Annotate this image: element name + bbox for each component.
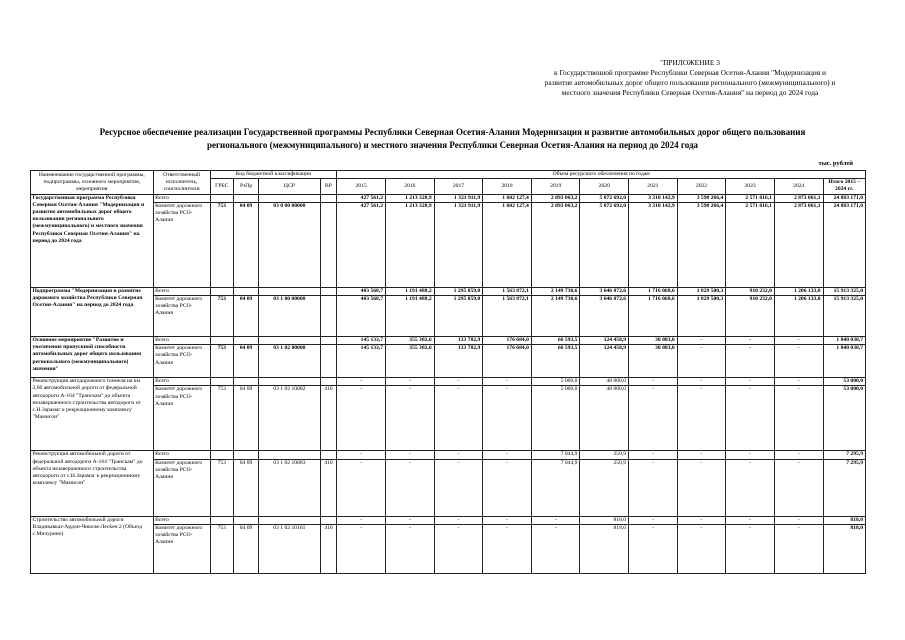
year-value: 5 072 692,0 xyxy=(580,202,629,287)
year-value: 2 873 061,1 xyxy=(774,194,823,202)
year-value: - xyxy=(726,337,775,345)
total-value: 7 295,9 xyxy=(823,459,865,516)
appendix-line: к Государственной программе Республики Северная Осетия-Алания "Модернизация и xyxy=(553,68,827,77)
year-value: 3 598 266,4 xyxy=(677,202,726,287)
year-value: 5 072 692,0 xyxy=(580,194,629,202)
year-value: 66 593,5 xyxy=(531,345,580,378)
code-vr xyxy=(320,202,337,287)
header-csr: ЦСР xyxy=(259,179,320,194)
year-value: - xyxy=(386,451,435,459)
code-grbs: 753 xyxy=(210,202,233,287)
row-name: Основное мероприятие "Развитие и увеличение пропускной способности автомобильных дорог общего пользования регионального (межмуниципального) значения" xyxy=(31,337,154,378)
appendix-line: местного значения Республики Северная Осетия-Алания" на период до 2024 года xyxy=(561,88,819,97)
year-value: - xyxy=(337,386,386,451)
row-name: Строительство автомобильной дороги Владикавказ-Ардон-Чиколя-Лесken 2 (Объезд с.Мичурино) xyxy=(31,516,154,573)
year-value: 2 893 063,2 xyxy=(531,202,580,287)
year-value: 3 646 872,6 xyxy=(580,287,629,295)
code-cell-empty xyxy=(233,194,258,202)
year-value: - xyxy=(386,524,435,573)
year-value: 427 561,2 xyxy=(337,202,386,287)
row-all-label: Всего xyxy=(153,337,210,345)
table-row xyxy=(31,524,866,573)
total-value: 15 913 325,0 xyxy=(823,287,865,295)
header-vr: ВР xyxy=(320,179,337,194)
code-vr: 410 xyxy=(320,386,337,451)
total-value: 24 883 171,0 xyxy=(823,202,865,287)
year-value: - xyxy=(726,459,775,516)
code-rzpr: 04 09 xyxy=(233,386,258,451)
total-value: 53 000,0 xyxy=(823,386,865,451)
title-line: Ресурсное обеспечение реализации Государственной программы Республики Северная Осетия-Алания Модернизация и развитие автомобильных дорог общего пользования xyxy=(99,127,806,137)
code-cell-empty xyxy=(233,451,258,459)
code-cell-empty xyxy=(210,194,233,202)
year-value: - xyxy=(386,378,435,386)
budget-body xyxy=(31,194,866,573)
year-value: - xyxy=(629,378,678,386)
year-value: 1 563 872,1 xyxy=(483,296,532,337)
year-value: - xyxy=(726,386,775,451)
year-value: 1 295 859,0 xyxy=(434,287,483,295)
code-vr: 410 xyxy=(320,459,337,516)
code-cell-empty xyxy=(259,287,320,295)
year-value: 3 310 142,9 xyxy=(629,202,678,287)
table-row xyxy=(31,345,866,378)
code-rzpr: 04 09 xyxy=(233,296,258,337)
year-value: - xyxy=(774,337,823,345)
title-line: регионального (межмуниципального) и местного значения Республики Северная Осетия-Алания на период до 2024 года xyxy=(206,140,699,150)
year-value: - xyxy=(629,386,678,451)
row-all-label: Всего xyxy=(153,194,210,202)
year-value: 1 563 872,1 xyxy=(483,287,532,295)
code-grbs: 753 xyxy=(210,386,233,451)
header-responsible: Ответственный исполнитель, соисполнители xyxy=(153,171,210,195)
header-year: 2018 xyxy=(483,179,532,194)
year-value: 124 458,9 xyxy=(580,337,629,345)
year-value: 2 571 016,1 xyxy=(726,202,775,287)
header-rzpr: РзПр xyxy=(233,179,258,194)
header-year: 2023 xyxy=(726,179,775,194)
total-value: 818,0 xyxy=(823,516,865,524)
year-value: 2 571 016,1 xyxy=(726,194,775,202)
row-responsible: Комитет дорожного хозяйства РСО-Алания xyxy=(153,296,210,337)
code-cell-empty xyxy=(210,516,233,524)
year-value: 1 716 068,6 xyxy=(629,296,678,337)
year-value: - xyxy=(677,524,726,573)
code-rzpr: 04 09 xyxy=(233,202,258,287)
year-value: - xyxy=(337,451,386,459)
year-value: - xyxy=(483,386,532,451)
year-value: - xyxy=(677,451,726,459)
document-title xyxy=(30,126,875,152)
year-value: - xyxy=(774,516,823,524)
table-row xyxy=(31,386,866,451)
year-value: - xyxy=(677,378,726,386)
year-value: 5 000,0 xyxy=(531,386,580,451)
year-value: - xyxy=(677,459,726,516)
header-budget-code: Код бюджетной классификации xyxy=(210,171,337,179)
appendix-line: развитие автомобильных дорог общего пользования регионального (межмуниципального) и xyxy=(544,78,836,87)
year-value: 818,0 xyxy=(580,524,629,573)
code-cell-empty xyxy=(210,337,233,345)
year-value: - xyxy=(483,524,532,573)
year-value: - xyxy=(337,524,386,573)
code-cell-empty xyxy=(320,451,337,459)
header-year: 2020 xyxy=(580,179,629,194)
year-value: 1 716 068,6 xyxy=(629,287,678,295)
row-all-label: Всего xyxy=(153,378,210,386)
table-row xyxy=(31,516,866,524)
code-cell-empty xyxy=(320,516,337,524)
year-value: 1 829 500,3 xyxy=(677,287,726,295)
row-responsible: Комитет дорожного хозяйства РСО-Алания xyxy=(153,202,210,287)
table-row xyxy=(31,194,866,202)
year-value: 7 044,9 xyxy=(531,459,580,516)
code-cell-empty xyxy=(233,337,258,345)
header-grbs: ГРБС xyxy=(210,179,233,194)
row-name: Подпрограмма "Модернизация и развитие дорожного хозяйства Республики Северная Осетия-Алания" на период до 2024 года xyxy=(31,287,154,336)
year-value: - xyxy=(434,459,483,516)
row-all-label: Всего xyxy=(153,516,210,524)
year-value: - xyxy=(483,459,532,516)
total-value: 818,0 xyxy=(823,524,865,573)
year-value: 124 458,9 xyxy=(580,345,629,378)
year-value: 355 302,6 xyxy=(386,345,435,378)
year-value: 1 213 328,9 xyxy=(386,202,435,287)
year-value: 1 191 488,2 xyxy=(386,296,435,337)
year-value: 2 873 061,1 xyxy=(774,202,823,287)
row-all-label: Всего xyxy=(153,451,210,459)
year-value: 3 646 872,6 xyxy=(580,296,629,337)
year-value: 5 000,0 xyxy=(531,378,580,386)
code-rzpr: 04 09 xyxy=(233,459,258,516)
row-responsible: Комитет дорожного хозяйства РСО-Алания xyxy=(153,345,210,378)
year-value: 145 133,7 xyxy=(337,337,386,345)
year-value: - xyxy=(531,524,580,573)
year-value: 1 206 133,0 xyxy=(774,287,823,295)
year-value: - xyxy=(483,451,532,459)
year-value: - xyxy=(774,524,823,573)
year-value: - xyxy=(774,378,823,386)
budget-table xyxy=(30,170,866,574)
year-value: - xyxy=(629,516,678,524)
year-value: - xyxy=(629,524,678,573)
code-cell-empty xyxy=(210,378,233,386)
year-value: 910 232,0 xyxy=(726,296,775,337)
total-value: 7 295,9 xyxy=(823,451,865,459)
year-value: 1 206 133,0 xyxy=(774,296,823,337)
year-value: - xyxy=(774,459,823,516)
appendix-note xyxy=(490,58,890,98)
code-rzpr: 04 09 xyxy=(233,524,258,573)
year-value: 2 149 730,6 xyxy=(531,287,580,295)
year-value: - xyxy=(434,451,483,459)
year-value: - xyxy=(677,345,726,378)
code-rzpr: 04 09 xyxy=(233,345,258,378)
year-value: 48 000,0 xyxy=(580,386,629,451)
year-value: - xyxy=(434,516,483,524)
code-cell-empty xyxy=(320,194,337,202)
code-csr: 03 1 02 10083 xyxy=(259,459,320,516)
year-value: 48 000,0 xyxy=(580,378,629,386)
year-value: - xyxy=(531,516,580,524)
year-value: - xyxy=(386,516,435,524)
total-value: 15 913 325,0 xyxy=(823,296,865,337)
year-value: 3 310 142,9 xyxy=(629,194,678,202)
code-vr xyxy=(320,345,337,378)
total-value: 24 883 171,0 xyxy=(823,194,865,202)
year-value: 145 133,7 xyxy=(337,345,386,378)
year-value: 1 602 127,4 xyxy=(483,194,532,202)
year-value: - xyxy=(337,378,386,386)
year-value: 1 295 859,0 xyxy=(434,296,483,337)
year-value: 910 232,0 xyxy=(726,287,775,295)
total-value: 53 000,0 xyxy=(823,378,865,386)
header-year: 2016 xyxy=(386,179,435,194)
table-row xyxy=(31,202,866,287)
year-value: 818,0 xyxy=(580,516,629,524)
code-grbs: 753 xyxy=(210,459,233,516)
header-year: 2017 xyxy=(434,179,483,194)
code-cell-empty xyxy=(259,516,320,524)
year-value: - xyxy=(774,386,823,451)
year-value: 7 044,9 xyxy=(531,451,580,459)
year-value: 66 593,5 xyxy=(531,337,580,345)
year-value: - xyxy=(434,524,483,573)
code-cell-empty xyxy=(259,378,320,386)
year-value: - xyxy=(483,378,532,386)
year-value: - xyxy=(774,451,823,459)
total-value: 1 040 038,7 xyxy=(823,345,865,378)
year-value: 1 829 500,3 xyxy=(677,296,726,337)
code-csr: 03 1 00 00000 xyxy=(259,296,320,337)
row-name: Реконструкция автомобильной дороги от федеральной автодороги А-164 "Транскам" до объекта незавершенного строительства автодороги от с.Н.Зарамаг к рекреационному комплексу "Мамисон" xyxy=(31,451,154,516)
year-value: 1 321 911,9 xyxy=(434,194,483,202)
year-value: - xyxy=(677,386,726,451)
year-value: - xyxy=(337,516,386,524)
code-csr: 03 0 00 00000 xyxy=(259,202,320,287)
year-value: 427 561,2 xyxy=(337,194,386,202)
code-grbs: 753 xyxy=(210,296,233,337)
table-row xyxy=(31,337,866,345)
units-label: тыс. рублей xyxy=(818,160,853,167)
row-responsible: Комитет дорожного хозяйства РСО-Алания xyxy=(153,524,210,573)
year-value: 1 213 328,9 xyxy=(386,194,435,202)
code-cell-empty xyxy=(320,287,337,295)
code-csr: 03 1 02 00000 xyxy=(259,345,320,378)
year-value: - xyxy=(677,337,726,345)
header-year: 2022 xyxy=(677,179,726,194)
year-value: - xyxy=(726,451,775,459)
year-value: 133 782,9 xyxy=(434,337,483,345)
header-row xyxy=(31,171,866,179)
year-value: - xyxy=(629,459,678,516)
year-value: 38 083,0 xyxy=(629,337,678,345)
year-value: 403 568,7 xyxy=(337,296,386,337)
year-value: - xyxy=(677,516,726,524)
code-cell-empty xyxy=(233,516,258,524)
year-value: 2 893 063,2 xyxy=(531,194,580,202)
year-value: - xyxy=(774,345,823,378)
code-grbs: 753 xyxy=(210,345,233,378)
year-value: 250,9 xyxy=(580,451,629,459)
header-funding: Объем ресурсного обеспечения по годам xyxy=(337,171,866,179)
code-cell-empty xyxy=(259,194,320,202)
appendix-line: "ПРИЛОЖЕНИЕ 3 xyxy=(660,58,720,67)
row-all-label: Всего xyxy=(153,287,210,295)
header-name: Наименование государственной программы, подпрограммы, основного мероприятия, мероприятия xyxy=(31,171,154,195)
year-value: - xyxy=(726,378,775,386)
year-value: - xyxy=(726,516,775,524)
code-grbs: 753 xyxy=(210,524,233,573)
year-value: - xyxy=(386,459,435,516)
year-value: - xyxy=(629,451,678,459)
year-value: - xyxy=(483,516,532,524)
year-value: 1 191 488,2 xyxy=(386,287,435,295)
table-row xyxy=(31,459,866,516)
code-csr: 03 1 02 10161 xyxy=(259,524,320,573)
year-value: - xyxy=(337,459,386,516)
year-value: - xyxy=(386,386,435,451)
header-year: 2019 xyxy=(531,179,580,194)
table-row xyxy=(31,451,866,459)
row-name: Государственная программа Республики Северная Осетия-Алания "Модернизация и развитие автомобильных дорог общего пользования регионального (межмуниципального) и местного значения Республики Северная Осетия-Алания" на период до 2024 года xyxy=(31,194,154,287)
table-row xyxy=(31,296,866,337)
row-name: Реконструкция автодорожного тоннеля на км 2,66 автомобильной дороги от федеральной автодороги А-164 "Транскам" до объекта незавершенного строительства автодороги от с.Н.Зарамаг к рекреационному комплексу "Мамисон" xyxy=(31,378,154,451)
header-total: Итого 2015 – 2024 гг. xyxy=(823,179,865,194)
year-value: 1 321 911,9 xyxy=(434,202,483,287)
table-row xyxy=(31,378,866,386)
year-value: 176 684,0 xyxy=(483,337,532,345)
header-year: 2024 xyxy=(774,179,823,194)
code-vr xyxy=(320,296,337,337)
total-value: 1 040 038,7 xyxy=(823,337,865,345)
year-value: 1 602 127,4 xyxy=(483,202,532,287)
year-value: 403 568,7 xyxy=(337,287,386,295)
code-cell-empty xyxy=(210,451,233,459)
year-value: 355 302,6 xyxy=(386,337,435,345)
year-value: - xyxy=(434,378,483,386)
table-row xyxy=(31,287,866,295)
code-cell-empty xyxy=(233,378,258,386)
year-value: 3 598 266,4 xyxy=(677,194,726,202)
year-value: - xyxy=(434,386,483,451)
row-responsible: Комитет дорожного хозяйства РСО-Алания xyxy=(153,459,210,516)
year-value: 133 782,9 xyxy=(434,345,483,378)
year-value: 176 684,0 xyxy=(483,345,532,378)
code-cell-empty xyxy=(259,451,320,459)
year-value: - xyxy=(726,345,775,378)
header-year: 2015 xyxy=(337,179,386,194)
code-cell-empty xyxy=(233,287,258,295)
year-value: 250,9 xyxy=(580,459,629,516)
year-value: - xyxy=(726,524,775,573)
code-cell-empty xyxy=(259,337,320,345)
code-cell-empty xyxy=(320,378,337,386)
code-csr: 03 1 02 10082 xyxy=(259,386,320,451)
code-vr: 410 xyxy=(320,524,337,573)
header-year: 2021 xyxy=(629,179,678,194)
code-cell-empty xyxy=(210,287,233,295)
code-cell-empty xyxy=(320,337,337,345)
row-responsible: Комитет дорожного хозяйства РСО-Алания xyxy=(153,386,210,451)
year-value: 38 083,0 xyxy=(629,345,678,378)
year-value: 2 149 730,6 xyxy=(531,296,580,337)
